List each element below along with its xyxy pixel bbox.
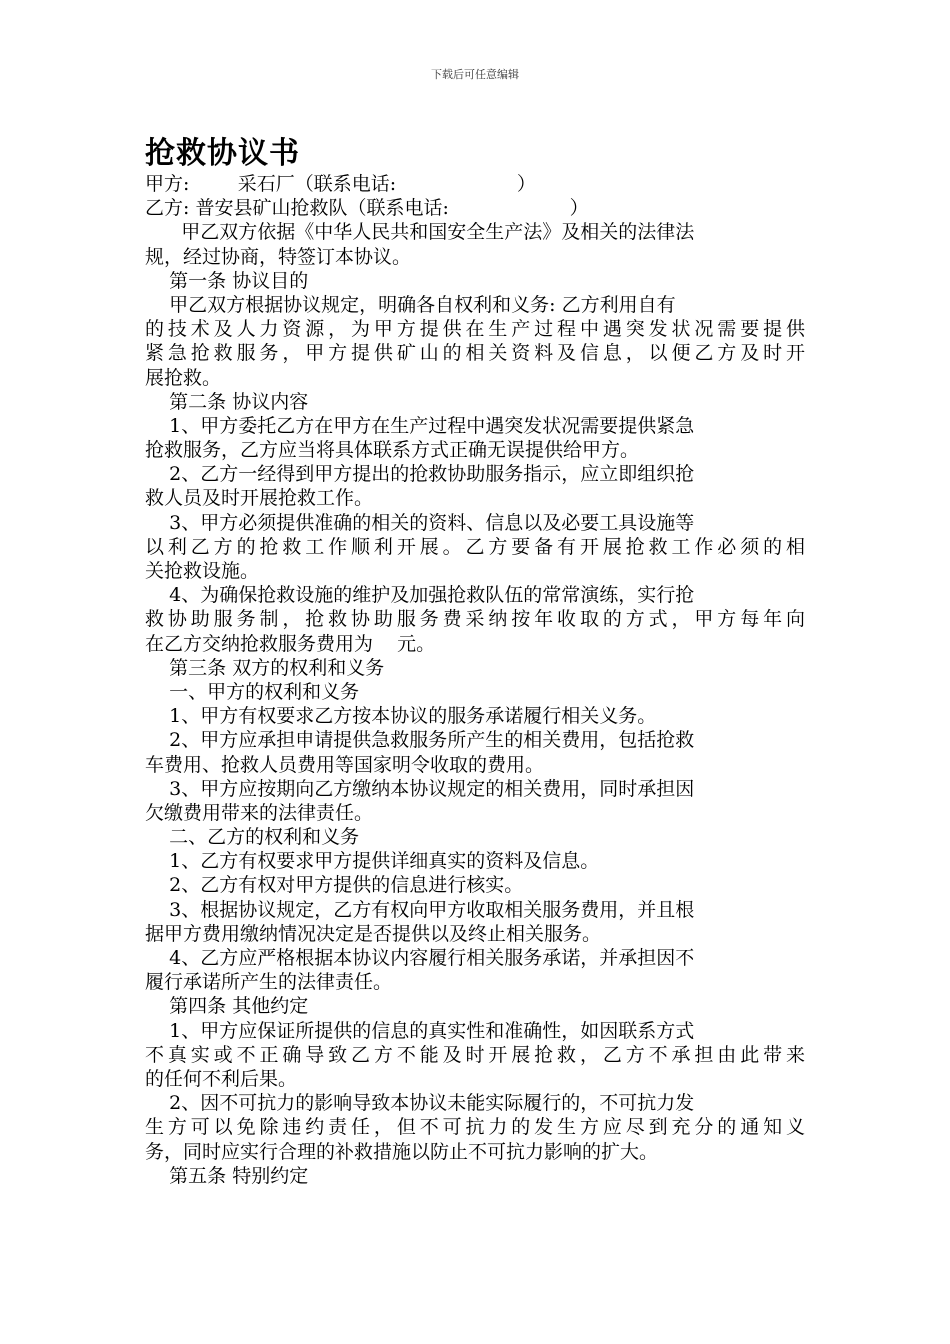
body-line: 欠缴费用带来的法律责任。 bbox=[145, 801, 374, 824]
body-line: 务，同时应实行合理的补救措施以防止不可抗力影响的扩大。 bbox=[145, 1140, 659, 1163]
body-line: 3、甲方应按期向乙方缴纳本协议规定的相关费用，同时承担因 bbox=[145, 777, 695, 800]
document-title: 抢救协议书 bbox=[145, 136, 300, 171]
body-line: 车费用、抢救人员费用等国家明令收取的费用。 bbox=[145, 753, 545, 776]
body-line: 以利乙方的抢救工作顺利开展。乙方要备有开展抢救工作必须的相 bbox=[145, 535, 805, 558]
body-line: 据甲方费用缴纳情况决定是否提供以及终止相关服务。 bbox=[145, 922, 602, 945]
body-line: 2、乙方有权对甲方提供的信息进行核实。 bbox=[145, 874, 524, 897]
body-line: 履行承诺所产生的法律责任。 bbox=[145, 971, 393, 994]
body-line: 3、甲方必须提供准确的相关的资料、信息以及必要工具设施等 bbox=[145, 511, 695, 534]
body-line: 二、乙方的权利和义务 bbox=[145, 826, 360, 849]
body-line: 1、甲方委托乙方在甲方在生产过程中遇突发状况需要提供紧急 bbox=[145, 414, 695, 437]
body-line: 在乙方交纳抢救服务费用为 元。 bbox=[145, 632, 436, 655]
body-line: 不真实或不正确导致乙方不能及时开展抢救，乙方不承担由此带来 bbox=[145, 1043, 805, 1066]
body-line: 2、乙方一经得到甲方提出的抢救协助服务指示，应立即组织抢 bbox=[145, 463, 695, 486]
body-line: 乙方: 普安县矿山抢救队（联系电话: ） bbox=[145, 197, 589, 220]
body-line: 第四条 其他约定 bbox=[145, 995, 309, 1018]
body-line: 抢救服务，乙方应当将具体联系方式正确无误提供给甲方。 bbox=[145, 439, 640, 462]
body-line: 4、乙方应严格根据本协议内容履行相关服务承诺，并承担因不 bbox=[145, 947, 695, 969]
body-line: 1、甲方应保证所提供的信息的真实性和准确性，如因联系方式 bbox=[145, 1019, 695, 1042]
body-line: 第一条 协议目的 bbox=[145, 269, 309, 292]
body-line: 第五条 特别约定 bbox=[145, 1164, 309, 1187]
document-body bbox=[145, 172, 805, 1188]
body-line: 一、甲方的权利和义务 bbox=[145, 680, 360, 703]
body-line: 1、乙方有权要求甲方提供详细真实的资料及信息。 bbox=[145, 850, 600, 873]
body-line: 第二条 协议内容 bbox=[145, 390, 309, 413]
body-line: 生方可以免除违约责任，但不可抗力的发生方应尽到充分的通知义 bbox=[145, 1116, 805, 1139]
body-line: 规，经过协商，特签订本协议。 bbox=[145, 245, 412, 268]
body-line: 的技术及人力资源，为甲方提供在生产过程中遇突发状况需要提供 bbox=[145, 318, 805, 341]
body-line: 2、甲方应承担申请提供急救服务所产生的相关费用，包括抢救 bbox=[145, 729, 695, 752]
body-line: 救协助服务制，抢救协助服务费采纳按年收取的方式，甲方每年向 bbox=[145, 608, 805, 631]
body-line: 甲乙双方根据协议规定，明确各自权利和义务: 乙方利用自有 bbox=[145, 293, 676, 316]
body-line: 2、因不可抗力的影响导致本协议未能实际履行的，不可抗力发 bbox=[145, 1092, 695, 1115]
body-line: 4、为确保抢救设施的维护及加强抢救队伍的常常演练，实行抢 bbox=[145, 584, 695, 607]
body-line: 第三条 双方的权利和义务 bbox=[145, 656, 385, 679]
body-line: 展抢救。 bbox=[145, 366, 222, 389]
body-line: 关抢救设施。 bbox=[145, 560, 260, 582]
body-line: 救人员及时开展抢救工作。 bbox=[145, 487, 374, 510]
body-line: 3、根据协议规定，乙方有权向甲方收取相关服务费用，并且根 bbox=[145, 898, 695, 921]
body-line: 甲乙双方依据《中华人民共和国安全生产法》及相关的法律法 bbox=[145, 221, 695, 244]
body-line: 1、甲方有权要求乙方按本协议的服务承诺履行相关义务。 bbox=[145, 705, 657, 728]
header-note: 下载后可任意编辑 bbox=[431, 68, 519, 81]
body-line: 紧急抢救服务，甲方提供矿山的相关资料及信息，以便乙方及时开 bbox=[145, 342, 805, 365]
body-line: 甲方: 采石厂（联系电话: ） bbox=[145, 173, 536, 195]
body-line: 的任何不利后果。 bbox=[145, 1067, 298, 1090]
